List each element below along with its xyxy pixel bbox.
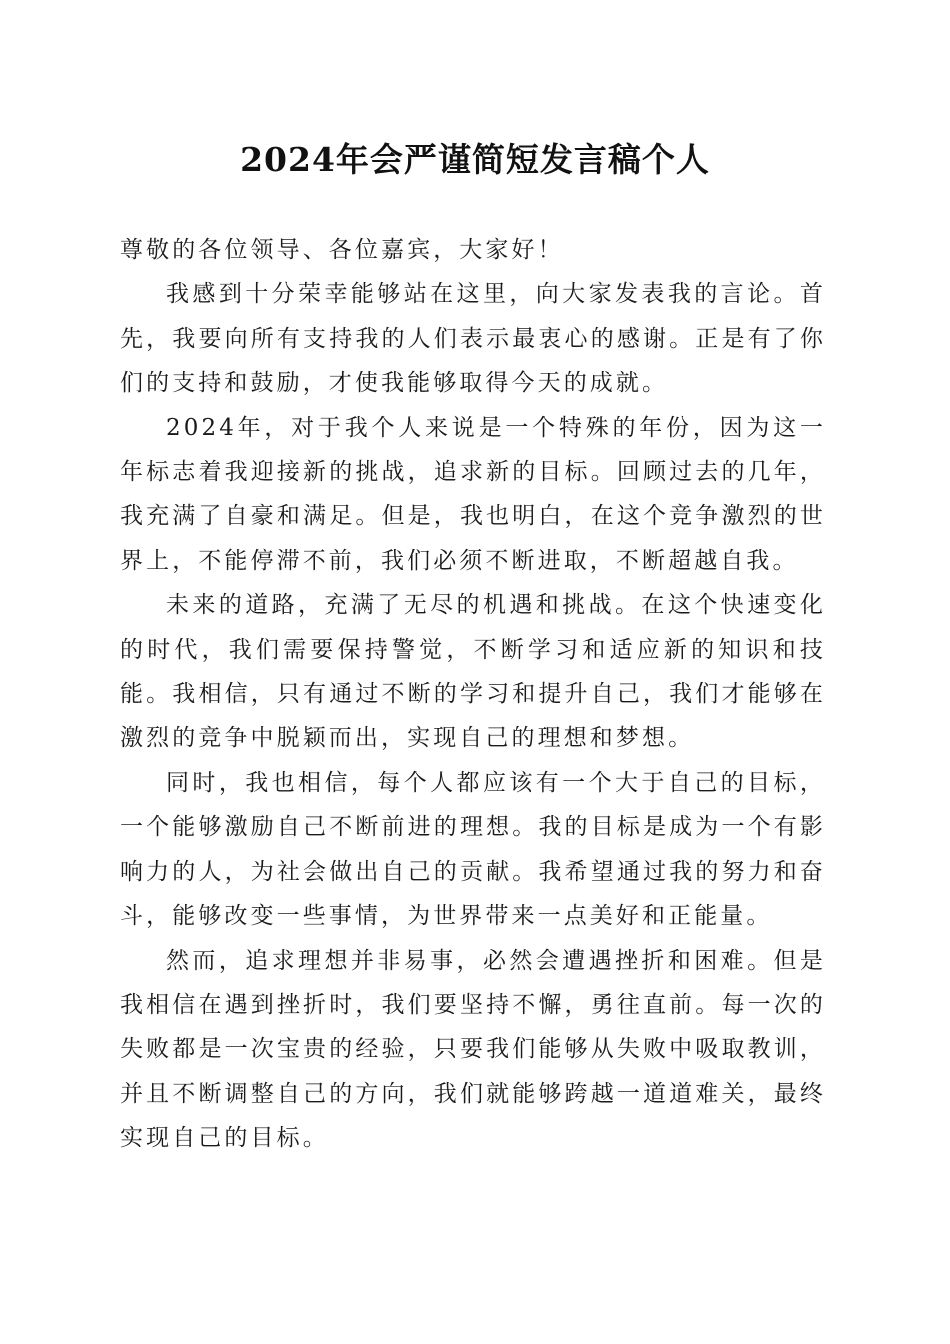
greeting-line: 尊敬的各位领导、各位嘉宾，大家好！ <box>120 237 564 263</box>
paragraph-1: 我感到十分荣幸能够站在这里，向大家发表我的言论。首先，我要向所有支持我的人们表示最衷心的感谢。正是有了你们的支持和鼓励，才使我能够取得今天的成就。 <box>120 281 826 397</box>
document-body <box>120 228 826 1161</box>
paragraph-5: 然而，追求理想并非易事，必然会遭遇挫折和困难。但是我相信在遇到挫折时，我们要坚持不懈，勇往直前。每一次的失败都是一次宝贵的经验，只要我们能够从失败中吸取教训，并且不断调整自己的方向，我们就能够跨越一道道难关，最终实现自己的目标。 <box>120 947 826 1152</box>
paragraph-2: 2024年，对于我个人来说是一个特殊的年份，因为这一年标志着我迎接新的挑战，追求新的目标。回顾过去的几年，我充满了自豪和满足。但是，我也明白，在这个竞争激烈的世界上，不能停滞不前，我们必须不断进取，不断超越自我。 <box>120 414 826 574</box>
document-title: 2024年会严谨简短发言稿个人 <box>240 140 710 179</box>
paragraph-3: 未来的道路，充满了无尽的机遇和挑战。在这个快速变化的时代，我们需要保持警觉，不断学习和适应新的知识和技能。我相信，只有通过不断的学习和提升自己，我们才能够在激烈的竞争中脱颖而出，实现自己的理想和梦想。 <box>120 592 826 752</box>
paragraph-4: 同时，我也相信，每个人都应该有一个大于自己的目标，一个能够激励自己不断前进的理想。我的目标是成为一个有影响力的人，为社会做出自己的贡献。我希望通过我的努力和奋斗，能够改变一些事情，为世界带来一点美好和正能量。 <box>120 769 826 930</box>
